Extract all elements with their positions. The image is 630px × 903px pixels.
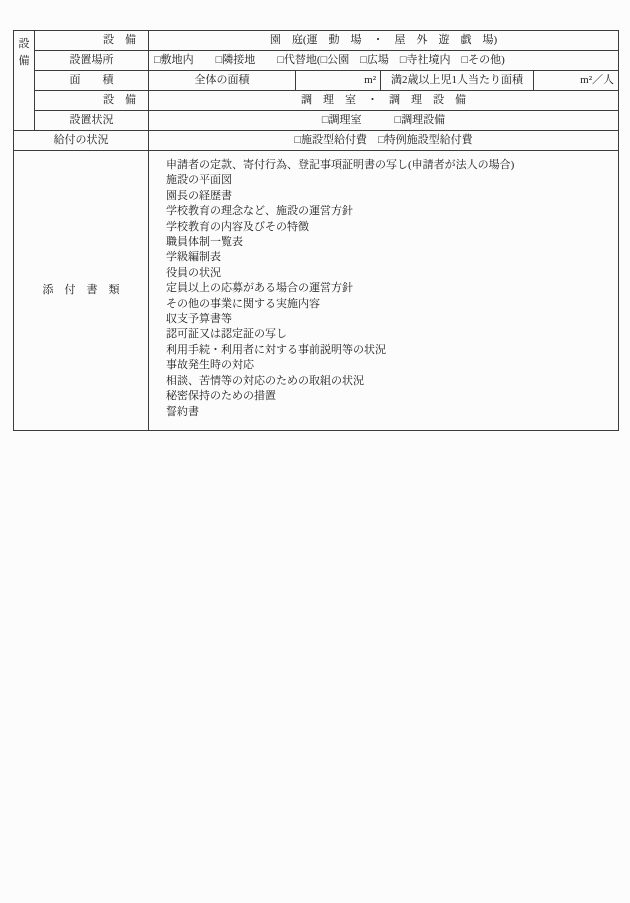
row-label-equipment-kitchen: 設 備 [35,91,149,111]
row-label-area: 面 積 [35,71,149,91]
location-options-cell: □敷地内 □隣接地 □代替地(□公園 □広場 □寺社境内 □その他) [149,51,619,71]
row-label-installation-location: 設置場所 [35,51,149,71]
attachment-item: 申請者の定款、寄付行為、登記事項証明書の写し(申請者が法人の場合) [166,159,515,171]
total-area-unit-cell: m² [296,71,381,91]
attachment-item: 職員体制一覧表 [166,236,243,249]
attachment-item: 定員以上の応募がある場合の運営方針 [166,282,353,295]
attachment-item: 学校教育の内容及びその特徴 [166,220,309,233]
row-label-benefit-status: 給付の状況 [14,131,149,151]
per-child-area-cell: 満2歳以上児1人当たり面積 [381,71,534,91]
attachment-item: 役員の状況 [166,266,221,279]
attachment-item: 誓約書 [166,405,199,418]
attachment-item: 学校教育の理念など、施設の運営方針 [166,205,353,218]
garden-header-cell: 園 庭(運 動 場 ・ 屋 外 遊 戯 場) [149,31,619,51]
attachment-item: 認可証又は認定証の写し [166,328,287,341]
row-label-equipment-garden: 設 備 [35,31,149,51]
attachment-item: 収支予算書等 [166,313,232,326]
attachment-item: 事故発生時の対応 [166,359,254,372]
row-label-installation-status: 設置状況 [35,111,149,131]
attachment-item: 利用手続・利用者に対する事前説明等の状況 [166,343,386,356]
attachments-list [149,151,619,431]
attachment-item: 相談、苦情等の対応のための取組の状況 [166,374,364,387]
kitchen-header-cell: 調 理 室 ・ 調 理 設 備 [149,91,619,111]
per-child-unit-cell: m²／人 [534,71,619,91]
benefit-options-cell: □施設型給付費 □特例施設型給付費 [149,131,619,151]
row-label-attachments: 添 付 書 類 [14,151,149,431]
attachment-item: 秘密保持のための措置 [166,390,276,403]
facility-form-table [13,30,619,431]
attachment-item: 施設の平面図 [166,174,232,187]
kitchen-options-cell: □調理室 □調理設備 [149,111,619,131]
total-area-cell: 全体の面積 [149,71,296,91]
equipment-section-side-label: 設備 [14,31,35,131]
attachment-item: 学級編制表 [166,251,221,264]
attachment-item: その他の事業に関する実施内容 [166,297,320,310]
attachment-item: 園長の経歴書 [166,189,232,202]
